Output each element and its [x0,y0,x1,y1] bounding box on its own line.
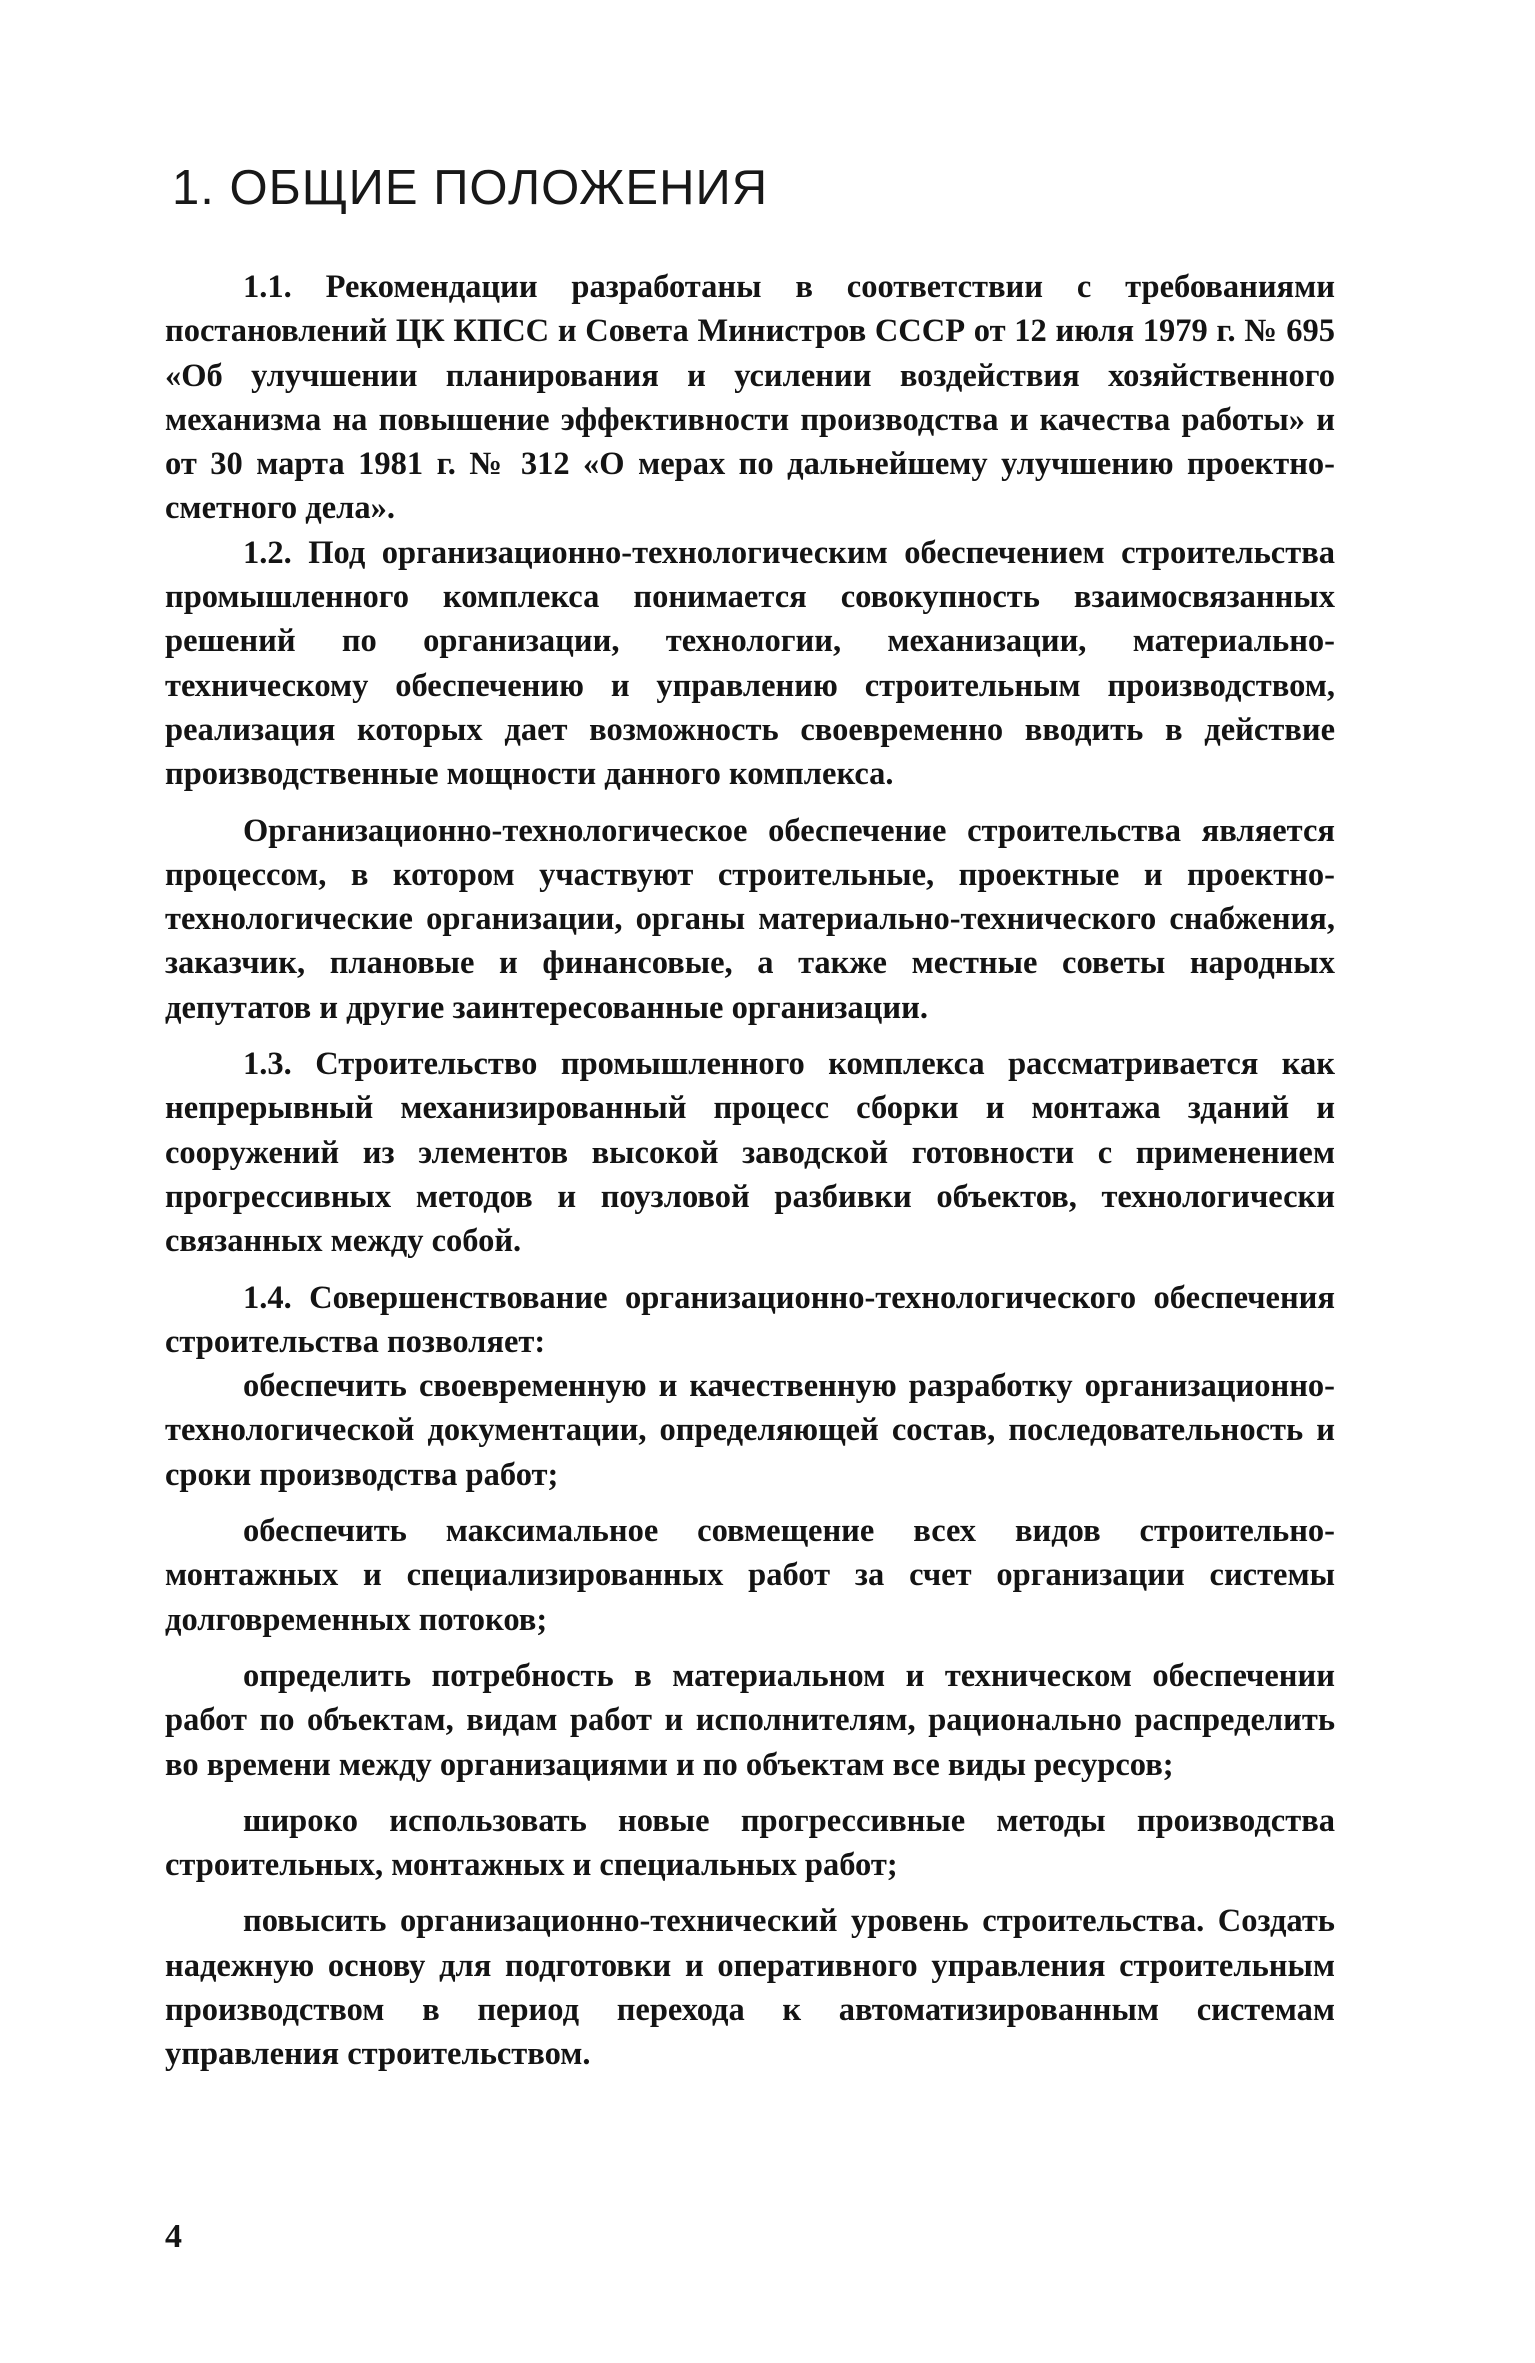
paragraph-text: Под организационно-технологическим обеспечением строительства промышленного комплекса понимается совокупность взаимосвязанных решений по организации, технологии, механизации, материально-техническому обеспечению и управлению строительным производством, реализация которых дает возможность своевременно вводить в действие производственные мощности данного комплекса. [165,534,1335,793]
section-title: 1. ОБЩИЕ ПОЛОЖЕНИЯ [172,161,769,215]
paragraph-1-1 [165,265,1335,531]
list-item-4 [165,1799,1335,1888]
paragraph-number: 1.4. [243,1279,292,1316]
list-item-text: широко использовать новые прогрессивные методы производства строительных, монтажных и специальных работ; [165,1802,1335,1884]
body-text [165,265,1335,2077]
paragraph-1-4 [165,1276,1335,1365]
paragraph-number: 1.1. [243,269,292,305]
page-number: 4 [165,2218,182,2255]
list-item-text: обеспечить максимальное совмещение всех видов строительно-монтажных и специализированных работ за счет организации системы долговременных потоков; [165,1513,1335,1638]
paragraph-number: 1.2. [243,534,292,571]
paragraph-1-2 [165,531,1335,797]
paragraph-1-2-cont [165,809,1335,1030]
paragraph-text: Рекомендации разработаны в соответствии с требованиями постановлений ЦК КПСС и Совета Министров СССР от 12 июля 1979 г. № 695 «Об улучшении планирования и усилении воздействия хозяйственного механизма на повышение эффективности производства и качества работы» и от 30 марта 1981 г. № 312 «О мерах по дальнейшему улучшению проектно-сметного дела». [165,269,1335,527]
paragraph-text: Организационно-технологическое обеспечение строительства является процессом, в котором участвуют строительные, проектные и проектно-технологические организации, органы материально-технического снабжения, заказчик, плановые и финансовые, а также местные советы народных депутатов и другие заинтересованные организации. [165,812,1335,1026]
list-item-5 [165,1899,1335,2076]
list-item-text: обеспечить своевременную и качественную разработку организационно-технологической документации, определяющей состав, последовательность и сроки производства работ; [165,1368,1335,1493]
paragraph-number: 1.3. [243,1046,292,1083]
list-item-2 [165,1509,1335,1642]
list-item-text: повысить организационно-технический уровень строительства. Создать надежную основу для подготовки и оперативного управления строительным производством в период перехода к автоматизированным системам управления строительством. [165,1903,1335,2073]
paragraph-1-3 [165,1042,1335,1263]
paragraph-text: Совершенствование организационно-технологического обеспечения строительства позволяет: [165,1279,1335,1360]
list-item-text: определить потребность в материальном и техническом обеспечении работ по объектам, видам работ и исполнителям, рационально распределить во времени между организациями и по объектам все виды ресурсов; [165,1657,1335,1783]
paragraph-text: Строительство промышленного комплекса рассматривается как непрерывный механизированный процесс сборки и монтажа зданий и сооружений из элементов высокой заводской готовности с применением прогрессивных методов и поузловой разбивки объектов, технологически связанных между собой. [165,1046,1336,1260]
list-item-1 [165,1364,1335,1497]
list-item-3 [165,1654,1335,1787]
